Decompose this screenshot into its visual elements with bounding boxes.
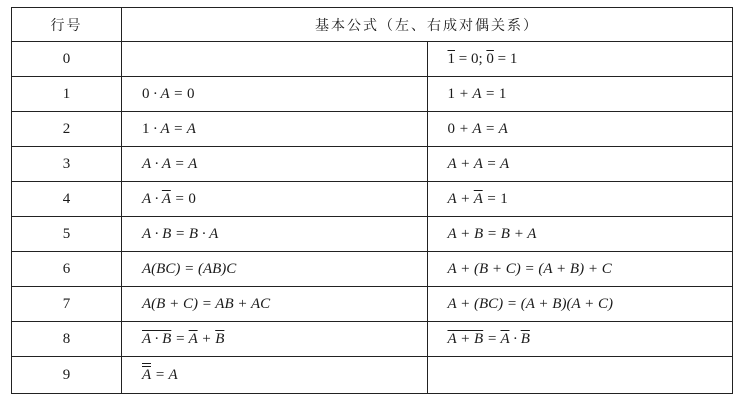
table-row — [12, 252, 733, 287]
formula-right: A + (B + C) = (A + B) + C — [427, 252, 733, 287]
row-number: 6 — [12, 252, 122, 287]
row-number: 1 — [12, 77, 122, 112]
table-row — [12, 287, 733, 322]
table-row — [12, 182, 733, 217]
table-row — [12, 357, 733, 394]
formula-right: $A + B = \overline{A} \cdot \overline{B}$ — [427, 322, 733, 357]
boolean-formula-table — [11, 7, 733, 394]
row-number: 2 — [12, 112, 122, 147]
formula-left: A = A — [122, 357, 428, 394]
row-number: 5 — [12, 217, 122, 252]
row-number: 8 — [12, 322, 122, 357]
formula-left: A · B = B · A — [122, 217, 428, 252]
table-row — [12, 112, 733, 147]
table-row — [12, 217, 733, 252]
table-header-row — [12, 8, 733, 42]
formula-right: A + A = A — [427, 147, 733, 182]
row-number: 0 — [12, 42, 122, 77]
table-row — [12, 42, 733, 77]
row-number: 9 — [12, 357, 122, 394]
formula-left: 1 · A = A — [122, 112, 428, 147]
formula-right: 1 + A = 1 — [427, 77, 733, 112]
formula-left: A · A = A — [122, 147, 428, 182]
formula-right: $A + \overline{A} = 1$ — [427, 182, 733, 217]
formula-left: A(B + C) = AB + AC — [122, 287, 428, 322]
header-formula: 基本公式（左、右成对偶关系） — [122, 8, 733, 42]
formula-left: $A \cdot B = \overline{A} + \overline{B}$ — [122, 322, 428, 357]
formula-left: 0 · A = 0 — [122, 77, 428, 112]
row-number: 3 — [12, 147, 122, 182]
header-row-number: 行号 — [12, 8, 122, 42]
formula-right: 1 = 0; 0 = 1 — [427, 42, 733, 77]
table-row — [12, 147, 733, 182]
formula-left: $A \cdot \overline{A} = 0$ — [122, 182, 428, 217]
table-row — [12, 322, 733, 357]
formula-left — [122, 42, 428, 77]
formula-right: A + (BC) = (A + B)(A + C) — [427, 287, 733, 322]
row-number: 7 — [12, 287, 122, 322]
formula-right: A + B = B + A — [427, 217, 733, 252]
formula-left: A(BC) = (AB)C — [122, 252, 428, 287]
row-number: 4 — [12, 182, 122, 217]
table-row — [12, 77, 733, 112]
formula-right — [427, 357, 733, 394]
formula-right: 0 + A = A — [427, 112, 733, 147]
